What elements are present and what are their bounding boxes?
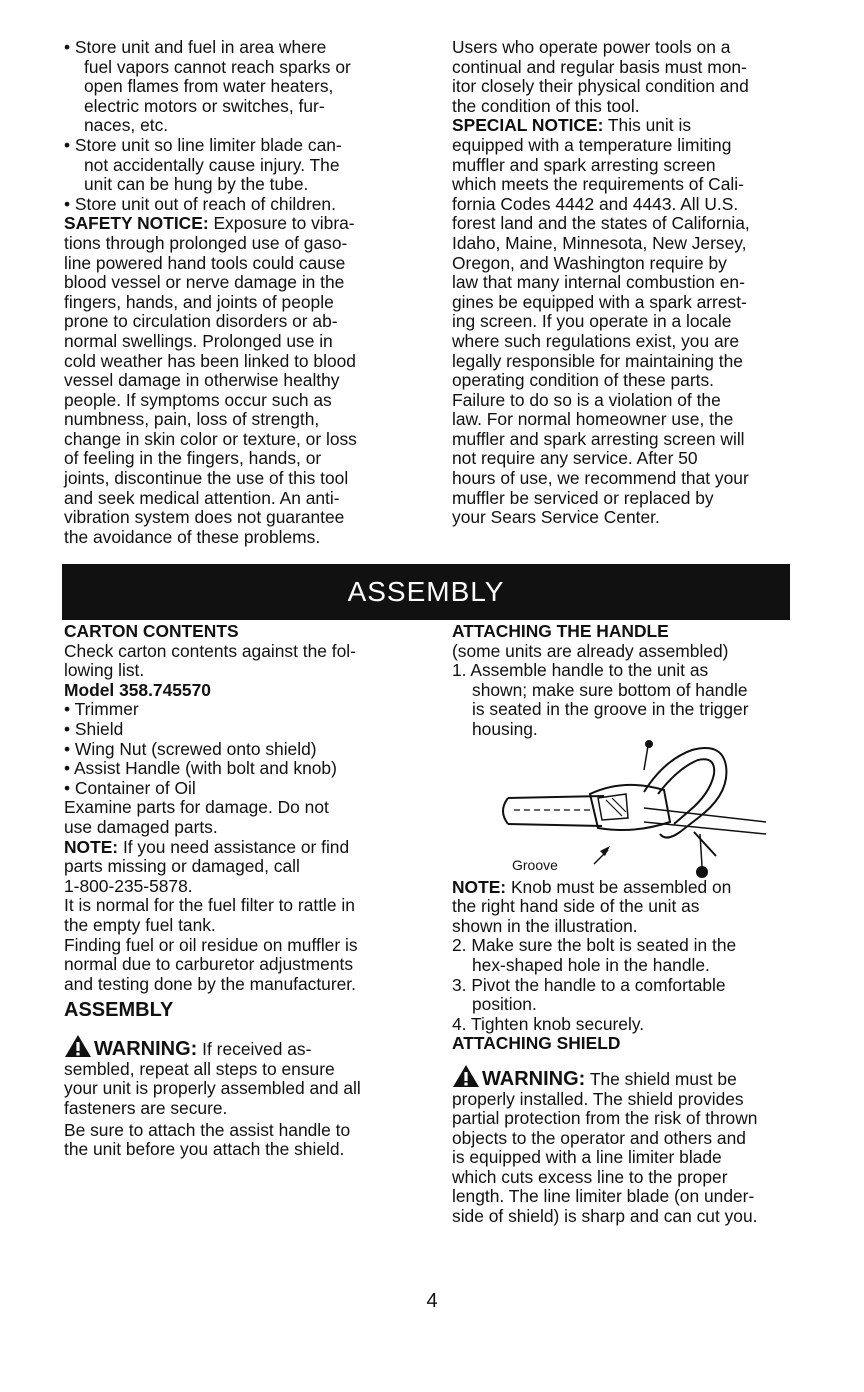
handle-step-2: 2. Make sure the bolt is seated in the hex-shaped hole in the handle. (452, 935, 737, 975)
warning-triangle-icon (64, 1034, 92, 1058)
warning-shield: WARNING: The shield must be (452, 1064, 757, 1090)
list-item: • Assist Handle (with bolt and knob) (64, 758, 337, 779)
list-item: • Wing Nut (screwed onto shield) (64, 738, 317, 759)
right-bottom-column: ATTACHING THE HANDLE (some units are already assembled) 1. Assemble handle to the unit as shown; make sure bottom of handle is seated in the groove in the trigger housing. NOTE: Knob must be assembled on the right hand side of the unit as shown in the illustration. 2. Make sure the bolt is seated in the hex-shaped hole in the handle. 3. Pivot the handle to a comfortable position. 4. Tighten knob securely. ATTACHING SHIELD WARNING: The shield must be properly installed. The shield provides partial protection from the risk of thrown objects to the operator and others and is equipped with a line limiter blade which cuts excess line to the proper length. The line limiter blade (on under- side of shield) is sharp and can cut you. (452, 621, 758, 1227)
assembly-heading: ASSEMBLY (64, 999, 174, 1022)
handle-step-3: 3. Pivot the handle to a comfortable position. (452, 974, 726, 1015)
attaching-shield-heading: ATTACHING SHIELD (452, 1033, 621, 1054)
right-top-column (452, 38, 750, 528)
store-children-bullet: • Store unit out of reach of children. (64, 193, 336, 214)
note-label: NOTE: (64, 836, 119, 857)
users-paragraph: Users who operate power tools on a continual and regular basis must mon- itor closely their physical condition and the condition of this tool. (452, 37, 749, 116)
page-number: 4 (426, 1290, 438, 1312)
handle-step-4: 4. Tighten knob securely. (452, 1013, 645, 1034)
model-number: Model 358.745570 (64, 679, 211, 700)
list-item: • Container of Oil (64, 777, 196, 798)
store-limiter-bullet: • Store unit so line limiter blade can- not accidentally cause injury. The unit can be hung by the tube. (64, 134, 342, 195)
safety-notice: SAFETY NOTICE: Exposure to vibra- tions through prolonged use of gaso- line powered hand tools could cause blood vessel or nerve damage in the fingers, hands, and joints of people prone to circulation disorders or ab- normal swellings. Prolonged use in cold weather has been linked to blood vessel damage in otherwise healthy people. If symptoms occur such as numbness, pain, loss of strength, change in skin color or texture, or loss of feeling in the fingers, hands, or joints, discontinue the use of this tool and seek medical attention. An anti- vibration system does not guarantee the avoidance of these problems. (64, 213, 357, 547)
warning-label: WARNING: (94, 1038, 198, 1061)
list-item: • Trimmer (64, 699, 139, 720)
warning-assembled: WARNING: If received as- (64, 1034, 361, 1060)
attaching-handle-heading: ATTACHING THE HANDLE (452, 621, 669, 641)
groove-label: Groove (512, 857, 558, 873)
warning-label: WARNING: (482, 1067, 586, 1090)
special-notice: SPECIAL NOTICE: This unit is equipped with a temperature limiting muffler and spark arresting screen which meets the requirements of Cali- fornia Codes 4442 and 4443. All U.S. forest land and the states of California, Idaho, Maine, Minnesota, New Jersey, Oregon, and Washington require by law that many internal combustion en- gines be equipped with a spark arrest- ing screen. If you operate in a locale where such regulations exist, you are legally responsible for maintaining the operating condition of these parts. Failure to do so is a violation of the law. For normal homeowner use, the muffler and spark arresting screen will not require any service. After 50 hours of use, we recommend that your muffler be serviced or replaced by your Sears Service Center. (452, 115, 750, 528)
warning-triangle-icon (452, 1064, 480, 1088)
assembly-banner: ASSEMBLY (62, 564, 790, 620)
note-label: NOTE: (452, 876, 507, 897)
safety-notice-label: SAFETY NOTICE: (64, 213, 209, 234)
left-top-column (64, 38, 357, 547)
store-fuel-bullet: • Store unit and fuel in area where fuel vapors cannot reach sparks or open flames from water heaters, electric motors or switches, fur- naces, etc. (64, 37, 351, 136)
list-item: • Shield (64, 718, 124, 739)
phone-number: 1-800-235-5878. (64, 875, 193, 896)
special-notice-label: SPECIAL NOTICE: (452, 115, 604, 136)
left-bottom-column: CARTON CONTENTS Check carton contents against the fol- lowing list. Model 358.745570 • Trimmer • Shield • Wing Nut (screwed onto shield) • Assist Handle (with bolt and knob) • Container of Oil Examine parts for damage. Do not use damaged parts. NOTE: If you need assistance or find parts missing or damaged, call 1-800-235-5878. It is normal for the fuel filter to rattle in the empty fuel tank. Finding fuel or oil residue on muffler is normal due to carburetor adjustments and testing done by the manufacturer. ASSEMBLY WARNING: If received as- sembled, repeat all steps to ensure your unit is properly assembled and all fasteners are secure. Be sure to attach the assist handle to the unit before you attach the shield. (64, 621, 361, 1160)
handle-step-1: 1. Assemble handle to the unit as shown; make sure bottom of handle is seated in the groove in the trigger housing. (452, 660, 749, 739)
carton-items-list (64, 700, 361, 798)
carton-contents-heading: CARTON CONTENTS (64, 621, 239, 641)
